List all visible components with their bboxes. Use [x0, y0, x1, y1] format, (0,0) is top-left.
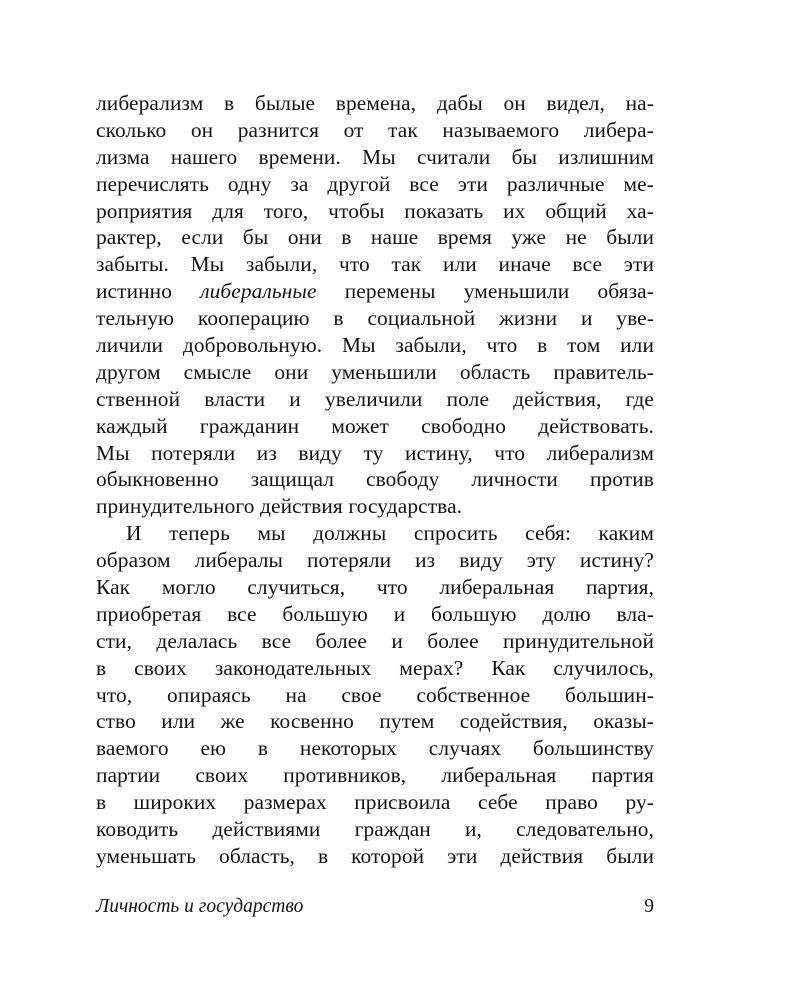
paragraph-1	[96, 90, 654, 520]
text-line: сти, делалась все более и более принудительной	[96, 628, 654, 653]
running-footer-title: Личность и государство	[96, 896, 304, 917]
text-line: перечислять одну за другой все эти различные ме-	[96, 171, 654, 196]
text-line: личили добровольную. Мы забыли, что в том или	[96, 333, 654, 358]
text-line: в широких размерах присвоила себе право ру-	[96, 790, 654, 815]
text-line: в своих законодательных мерах? Как случилось,	[96, 655, 654, 680]
text-line-with-italic	[96, 278, 654, 305]
italic-emphasis: либеральные	[200, 279, 317, 304]
text-line: роприятия для того, чтобы показать их общий ха-	[96, 198, 654, 223]
text-line: обыкновенно защищал свободу личности против	[96, 467, 654, 492]
text-segment: истинно	[96, 279, 201, 304]
text-line: Как могло случиться, что либеральная партия,	[96, 575, 654, 600]
text-segment: перемены уменьшили обяза-	[316, 279, 654, 304]
paragraph-2	[96, 520, 654, 870]
text-line: принудительного действия государства.	[96, 494, 463, 519]
text-line: другом смысле они уменьшили область правитель-	[96, 359, 654, 384]
text-line: сколько он разнится от так называемого либера-	[96, 117, 654, 142]
text-line: забыты. Мы забыли, что так или иначе все эти	[96, 252, 654, 277]
text-line: ваемого ею в некоторых случаях большинству	[96, 736, 654, 761]
text-line: образом либералы потеряли из виду эту истину?	[96, 548, 654, 573]
body-text	[96, 90, 654, 870]
text-line: ственной власти и увеличили поле действия, где	[96, 386, 654, 411]
text-line: рактер, если бы они в наше время уже не были	[96, 225, 654, 250]
text-line: тельную кооперацию в социальной жизни и уве-	[96, 306, 654, 331]
text-line: каждый гражданин может свободно действовать.	[96, 413, 654, 438]
text-line: Мы потеряли из виду ту истину, что либерализм	[96, 440, 654, 465]
text-line: лизма нашего времени. Мы считали бы излишним	[96, 144, 654, 169]
text-line: что, опираясь на свое собственное большин-	[96, 682, 654, 707]
page-number: 9	[644, 896, 654, 917]
text-line: партии своих противников, либеральная партия	[96, 763, 654, 788]
text-line: ство или же косвенно путем содействия, оказы-	[96, 709, 654, 734]
text-line: либерализм в былые времена, дабы он видел, на-	[96, 91, 654, 115]
text-line: уменьшать область, в которой эти действия были	[96, 843, 654, 868]
text-line: И теперь мы должны спросить себя: каким	[126, 521, 654, 546]
text-line: приобретая все большую и большую долю вла-	[96, 601, 654, 626]
text-line: ководить действиями граждан и, следовательно,	[96, 817, 654, 842]
